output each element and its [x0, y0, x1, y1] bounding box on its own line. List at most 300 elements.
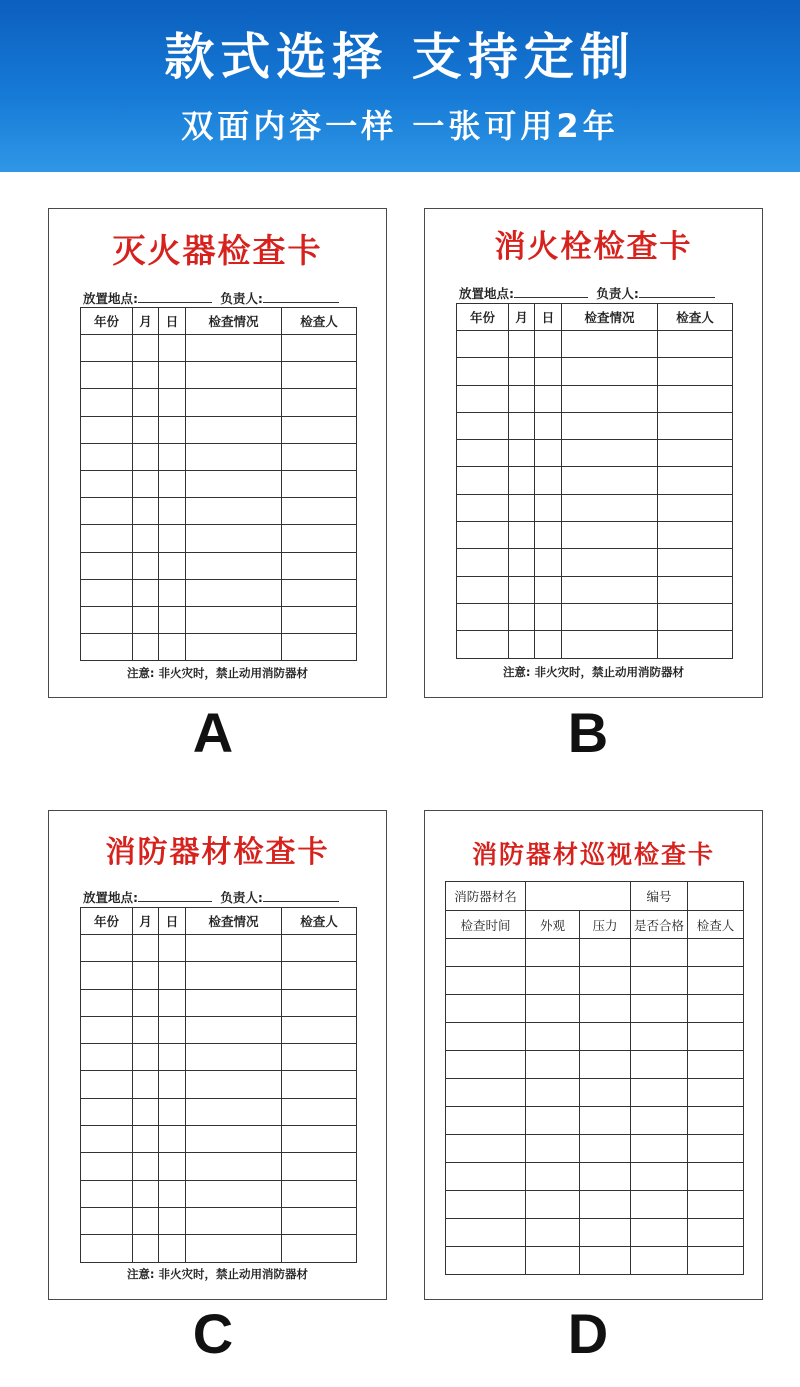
table-cell[interactable]	[580, 1247, 631, 1275]
table-cell[interactable]	[688, 1219, 744, 1247]
card-info-line	[83, 888, 339, 906]
table-cell[interactable]	[81, 1235, 133, 1262]
table-cell[interactable]	[562, 631, 658, 658]
table-cell[interactable]	[159, 362, 186, 389]
table-cell[interactable]	[159, 1126, 186, 1153]
table-cell[interactable]	[81, 552, 133, 579]
table-cell[interactable]	[186, 579, 282, 606]
card-info-line	[459, 284, 715, 302]
table-cell[interactable]	[509, 467, 535, 494]
table-cell[interactable]	[133, 416, 159, 443]
table-row	[457, 467, 733, 494]
table-cell[interactable]	[282, 416, 357, 443]
table-cell[interactable]	[631, 1191, 688, 1219]
table-cell[interactable]	[688, 1023, 744, 1051]
number-value	[688, 882, 744, 911]
table-cell[interactable]	[535, 603, 562, 630]
table-cell[interactable]	[658, 412, 733, 439]
table-cell[interactable]	[81, 362, 133, 389]
column-header: 月	[133, 308, 159, 335]
card-note: 注意: 非火灾时，禁止动用消防器材	[126, 1267, 309, 1281]
table-cell[interactable]	[631, 1135, 688, 1163]
inspection-table	[80, 907, 357, 1263]
table-cell[interactable]	[159, 335, 186, 362]
table-cell[interactable]	[81, 498, 133, 525]
table-row	[446, 1191, 744, 1219]
table-cell[interactable]	[186, 989, 282, 1016]
table-cell[interactable]	[688, 1135, 744, 1163]
table-cell[interactable]	[81, 1071, 133, 1098]
table-cell[interactable]	[457, 631, 509, 658]
table-cell[interactable]	[535, 440, 562, 467]
table-cell[interactable]	[133, 1207, 159, 1234]
table-cell[interactable]	[580, 1051, 631, 1079]
person-label: 负责人:	[220, 291, 263, 306]
table-cell[interactable]	[535, 576, 562, 603]
table-cell[interactable]	[133, 552, 159, 579]
table-cell[interactable]	[159, 443, 186, 470]
banner-title: 款式选择 支持定制	[164, 28, 636, 86]
table-cell[interactable]	[658, 331, 733, 358]
table-row	[457, 576, 733, 603]
table-cell[interactable]	[186, 962, 282, 989]
table-cell[interactable]	[186, 634, 282, 661]
table-cell[interactable]	[282, 989, 357, 1016]
table-row	[81, 962, 357, 989]
table-cell[interactable]	[133, 935, 159, 962]
table-cell[interactable]	[81, 1044, 133, 1071]
table-cell[interactable]	[509, 412, 535, 439]
table-cell[interactable]	[688, 1051, 744, 1079]
table-cell[interactable]	[282, 525, 357, 552]
table-cell[interactable]	[457, 494, 509, 521]
table-cell[interactable]	[133, 1098, 159, 1125]
table-cell[interactable]	[282, 389, 357, 416]
table-cell[interactable]	[159, 989, 186, 1016]
table-cell[interactable]	[186, 606, 282, 633]
table-cell[interactable]	[186, 335, 282, 362]
table-row	[81, 634, 357, 661]
table-cell[interactable]	[282, 962, 357, 989]
person-label: 负责人:	[220, 890, 263, 905]
table-cell[interactable]	[159, 416, 186, 443]
table-cell[interactable]	[688, 939, 744, 967]
table-cell[interactable]	[186, 416, 282, 443]
table-cell[interactable]	[457, 412, 509, 439]
table-cell[interactable]	[446, 1079, 526, 1107]
table-cell[interactable]	[457, 549, 509, 576]
table-row	[446, 995, 744, 1023]
table-cell[interactable]	[446, 1135, 526, 1163]
table-row	[81, 470, 357, 497]
table-cell[interactable]	[282, 1235, 357, 1262]
table-cell[interactable]	[658, 603, 733, 630]
table-cell[interactable]	[562, 385, 658, 412]
table-cell[interactable]	[580, 1163, 631, 1191]
table-cell[interactable]	[446, 939, 526, 967]
table-cell[interactable]	[688, 995, 744, 1023]
table-cell[interactable]	[81, 1126, 133, 1153]
table-cell[interactable]	[688, 967, 744, 995]
card-a[interactable]	[48, 208, 387, 698]
table-cell[interactable]	[446, 1219, 526, 1247]
card-title: 消防器材巡视检查卡	[471, 840, 715, 869]
table-cell[interactable]	[159, 606, 186, 633]
column-header: 日	[159, 308, 186, 335]
table-cell[interactable]	[631, 939, 688, 967]
table-row	[81, 989, 357, 1016]
table-cell[interactable]	[526, 1163, 580, 1191]
table-cell[interactable]	[562, 467, 658, 494]
equipment-name-value	[526, 882, 631, 911]
table-cell[interactable]	[81, 443, 133, 470]
column-header: 外观	[526, 911, 580, 939]
table-cell[interactable]	[631, 1219, 688, 1247]
column-header: 检查人	[282, 308, 357, 335]
table-cell[interactable]	[457, 576, 509, 603]
table-cell[interactable]	[580, 939, 631, 967]
table-cell[interactable]	[81, 935, 133, 962]
table-cell[interactable]	[580, 1107, 631, 1135]
table-row	[446, 1051, 744, 1079]
table-cell[interactable]	[631, 1023, 688, 1051]
table-cell[interactable]	[526, 1079, 580, 1107]
table-cell[interactable]	[133, 443, 159, 470]
table-cell[interactable]	[133, 1044, 159, 1071]
column-header: 是否合格	[631, 911, 688, 939]
table-cell[interactable]	[159, 962, 186, 989]
table-cell[interactable]	[509, 576, 535, 603]
table-cell[interactable]	[688, 1191, 744, 1219]
table-cell[interactable]	[282, 1044, 357, 1071]
location-blank	[138, 293, 212, 303]
table-cell[interactable]	[186, 935, 282, 962]
table-cell[interactable]	[282, 1180, 357, 1207]
table-cell[interactable]	[159, 1098, 186, 1125]
table-row	[457, 331, 733, 358]
table-cell[interactable]	[282, 443, 357, 470]
table-cell[interactable]	[186, 470, 282, 497]
table-cell[interactable]	[159, 1071, 186, 1098]
table-cell[interactable]	[159, 634, 186, 661]
table-header-row	[457, 304, 733, 331]
table-cell[interactable]	[580, 1135, 631, 1163]
table-cell[interactable]	[159, 498, 186, 525]
table-cell[interactable]	[509, 331, 535, 358]
table-cell[interactable]	[457, 603, 509, 630]
table-cell[interactable]	[526, 939, 580, 967]
table-cell[interactable]	[133, 606, 159, 633]
table-cell[interactable]	[81, 1016, 133, 1043]
table-row	[457, 631, 733, 658]
table-cell[interactable]	[159, 1180, 186, 1207]
table-cell[interactable]	[631, 995, 688, 1023]
table-cell[interactable]	[526, 1247, 580, 1275]
table-cell[interactable]	[282, 1098, 357, 1125]
table-cell[interactable]	[658, 440, 733, 467]
table-cell[interactable]	[658, 522, 733, 549]
table-cell[interactable]	[186, 1016, 282, 1043]
table-cell[interactable]	[535, 467, 562, 494]
column-header: 检查情况	[186, 308, 282, 335]
table-cell[interactable]	[658, 358, 733, 385]
table-cell[interactable]	[133, 525, 159, 552]
table-cell[interactable]	[535, 522, 562, 549]
table-cell[interactable]	[631, 967, 688, 995]
table-cell[interactable]	[509, 549, 535, 576]
table-cell[interactable]	[133, 634, 159, 661]
table-cell[interactable]	[688, 1107, 744, 1135]
table-cell[interactable]	[81, 1207, 133, 1234]
table-row	[446, 1219, 744, 1247]
person-blank	[263, 293, 339, 303]
table-cell[interactable]	[457, 467, 509, 494]
table-cell[interactable]	[159, 579, 186, 606]
table-cell[interactable]	[133, 989, 159, 1016]
table-cell[interactable]	[446, 1191, 526, 1219]
table-cell[interactable]	[580, 1191, 631, 1219]
table-cell[interactable]	[159, 525, 186, 552]
card-c[interactable]	[48, 810, 387, 1300]
table-cell[interactable]	[159, 552, 186, 579]
card-b[interactable]	[424, 208, 763, 698]
table-cell[interactable]	[658, 494, 733, 521]
table-cell[interactable]	[282, 498, 357, 525]
table-cell[interactable]	[631, 1247, 688, 1275]
table-cell[interactable]	[186, 1235, 282, 1262]
table-cell[interactable]	[133, 1016, 159, 1043]
table-cell[interactable]	[526, 1051, 580, 1079]
table-cell[interactable]	[186, 389, 282, 416]
table-cell[interactable]	[81, 470, 133, 497]
table-cell[interactable]	[526, 1107, 580, 1135]
table-cell[interactable]	[159, 935, 186, 962]
table-cell[interactable]	[658, 631, 733, 658]
table-cell[interactable]	[159, 1044, 186, 1071]
table-cell[interactable]	[282, 606, 357, 633]
table-cell[interactable]	[133, 389, 159, 416]
table-cell[interactable]	[159, 1016, 186, 1043]
banner-subtitle: 双面内容一样 一张可用2年	[181, 107, 619, 145]
table-cell[interactable]	[133, 1180, 159, 1207]
column-header: 月	[133, 908, 159, 935]
card-title: 灭火器检查卡	[112, 231, 323, 270]
column-header: 日	[159, 908, 186, 935]
table-cell[interactable]	[186, 1180, 282, 1207]
card-letter-c: C	[192, 1302, 234, 1365]
table-cell[interactable]	[658, 467, 733, 494]
table-cell[interactable]	[509, 385, 535, 412]
table-cell[interactable]	[562, 331, 658, 358]
table-row	[457, 358, 733, 385]
table-cell[interactable]	[535, 494, 562, 521]
table-cell[interactable]	[562, 412, 658, 439]
table-cell[interactable]	[159, 1235, 186, 1262]
location-label: 放置地点:	[459, 286, 514, 301]
table-cell[interactable]	[282, 552, 357, 579]
card-d[interactable]	[424, 810, 763, 1300]
column-header: 检查人	[688, 911, 744, 939]
table-cell[interactable]	[446, 1023, 526, 1051]
table-cell[interactable]	[133, 962, 159, 989]
table-cell[interactable]	[282, 579, 357, 606]
table-cell[interactable]	[81, 579, 133, 606]
table-cell[interactable]	[81, 1098, 133, 1125]
table-cell[interactable]	[446, 1163, 526, 1191]
table-cell[interactable]	[446, 1051, 526, 1079]
table-cell[interactable]	[133, 362, 159, 389]
table-cell[interactable]	[133, 335, 159, 362]
table-cell[interactable]	[509, 494, 535, 521]
table-cell[interactable]	[580, 1219, 631, 1247]
table-cell[interactable]	[631, 1107, 688, 1135]
table-cell[interactable]	[509, 631, 535, 658]
table-cell[interactable]	[282, 935, 357, 962]
table-cell[interactable]	[526, 995, 580, 1023]
table-cell[interactable]	[535, 549, 562, 576]
table-cell[interactable]	[81, 989, 133, 1016]
table-cell[interactable]	[562, 549, 658, 576]
table-row	[457, 440, 733, 467]
table-cell[interactable]	[562, 576, 658, 603]
table-cell[interactable]	[133, 1235, 159, 1262]
column-header: 检查情况	[186, 908, 282, 935]
table-cell[interactable]	[580, 967, 631, 995]
table-cell[interactable]	[535, 412, 562, 439]
table-cell[interactable]	[631, 1079, 688, 1107]
table-row	[446, 1247, 744, 1275]
table-cell[interactable]	[535, 631, 562, 658]
table-cell[interactable]	[526, 1023, 580, 1051]
column-header: 检查人	[658, 304, 733, 331]
table-cell[interactable]	[81, 606, 133, 633]
table-cell[interactable]	[186, 525, 282, 552]
table-row	[446, 1023, 744, 1051]
table-cell[interactable]	[186, 1044, 282, 1071]
table-cell[interactable]	[562, 440, 658, 467]
table-cell[interactable]	[457, 358, 509, 385]
table-cell[interactable]	[81, 389, 133, 416]
table-cell[interactable]	[133, 579, 159, 606]
table-row	[457, 494, 733, 521]
table-cell[interactable]	[81, 1153, 133, 1180]
table-row	[81, 1016, 357, 1043]
table-row	[81, 335, 357, 362]
table-cell[interactable]	[580, 995, 631, 1023]
table-cell[interactable]	[562, 603, 658, 630]
table-cell[interactable]	[658, 576, 733, 603]
table-cell[interactable]	[658, 385, 733, 412]
table-cell[interactable]	[133, 1071, 159, 1098]
table-cell[interactable]	[282, 1126, 357, 1153]
table-cell[interactable]	[688, 1247, 744, 1275]
table-cell[interactable]	[562, 494, 658, 521]
table-cell[interactable]	[159, 1207, 186, 1234]
table-cell[interactable]	[186, 1126, 282, 1153]
column-header: 检查情况	[562, 304, 658, 331]
table-row	[81, 1071, 357, 1098]
table-cell[interactable]	[446, 1107, 526, 1135]
table-cell[interactable]	[509, 522, 535, 549]
table-cell[interactable]	[631, 1163, 688, 1191]
table-cell[interactable]	[282, 634, 357, 661]
table-cell[interactable]	[159, 1153, 186, 1180]
table-row	[81, 1098, 357, 1125]
table-cell[interactable]	[688, 1163, 744, 1191]
table-cell[interactable]	[81, 962, 133, 989]
card-title: 消火栓检查卡	[494, 229, 693, 265]
table-cell[interactable]	[282, 362, 357, 389]
table-cell[interactable]	[81, 1180, 133, 1207]
table-cell[interactable]	[186, 1071, 282, 1098]
table-cell[interactable]	[631, 1051, 688, 1079]
table-cell[interactable]	[186, 1153, 282, 1180]
table-cell[interactable]	[457, 385, 509, 412]
table-cell[interactable]	[535, 331, 562, 358]
table-cell[interactable]	[282, 335, 357, 362]
table-cell[interactable]	[81, 525, 133, 552]
table-cell[interactable]	[186, 498, 282, 525]
table-cell[interactable]	[526, 1135, 580, 1163]
table-cell[interactable]	[81, 335, 133, 362]
table-cell[interactable]	[580, 1079, 631, 1107]
table-cell[interactable]	[580, 1023, 631, 1051]
table-cell[interactable]	[186, 1098, 282, 1125]
table-cell[interactable]	[509, 440, 535, 467]
table-cell[interactable]	[562, 358, 658, 385]
table-cell[interactable]	[282, 1153, 357, 1180]
table-cell[interactable]	[81, 416, 133, 443]
table-cell[interactable]	[133, 470, 159, 497]
table-cell[interactable]	[186, 552, 282, 579]
table-cell[interactable]	[526, 1191, 580, 1219]
table-cell[interactable]	[282, 1207, 357, 1234]
table-cell[interactable]	[133, 498, 159, 525]
card-letter-b: B	[567, 701, 609, 764]
table-cell[interactable]	[688, 1079, 744, 1107]
table-cell[interactable]	[282, 1016, 357, 1043]
table-cell[interactable]	[457, 331, 509, 358]
table-cell[interactable]	[562, 522, 658, 549]
table-cell[interactable]	[186, 1207, 282, 1234]
number-label: 编号	[631, 882, 688, 911]
table-cell[interactable]	[526, 967, 580, 995]
table-cell[interactable]	[186, 362, 282, 389]
table-cell[interactable]	[457, 440, 509, 467]
table-cell[interactable]	[446, 967, 526, 995]
table-cell[interactable]	[133, 1153, 159, 1180]
table-cell[interactable]	[81, 634, 133, 661]
table-cell[interactable]	[446, 995, 526, 1023]
table-cell[interactable]	[446, 1247, 526, 1275]
table-cell[interactable]	[509, 603, 535, 630]
table-row	[81, 552, 357, 579]
table-cell[interactable]	[186, 443, 282, 470]
table-cell[interactable]	[526, 1219, 580, 1247]
table-cell[interactable]	[658, 549, 733, 576]
table-cell[interactable]	[282, 1071, 357, 1098]
table-row	[457, 603, 733, 630]
table-cell[interactable]	[133, 1126, 159, 1153]
table-cell[interactable]	[535, 385, 562, 412]
table-cell[interactable]	[457, 522, 509, 549]
table-cell[interactable]	[282, 470, 357, 497]
table-cell[interactable]	[535, 358, 562, 385]
table-cell[interactable]	[159, 470, 186, 497]
table-header-row	[81, 908, 357, 935]
table-cell[interactable]	[509, 358, 535, 385]
table-cell[interactable]	[159, 389, 186, 416]
